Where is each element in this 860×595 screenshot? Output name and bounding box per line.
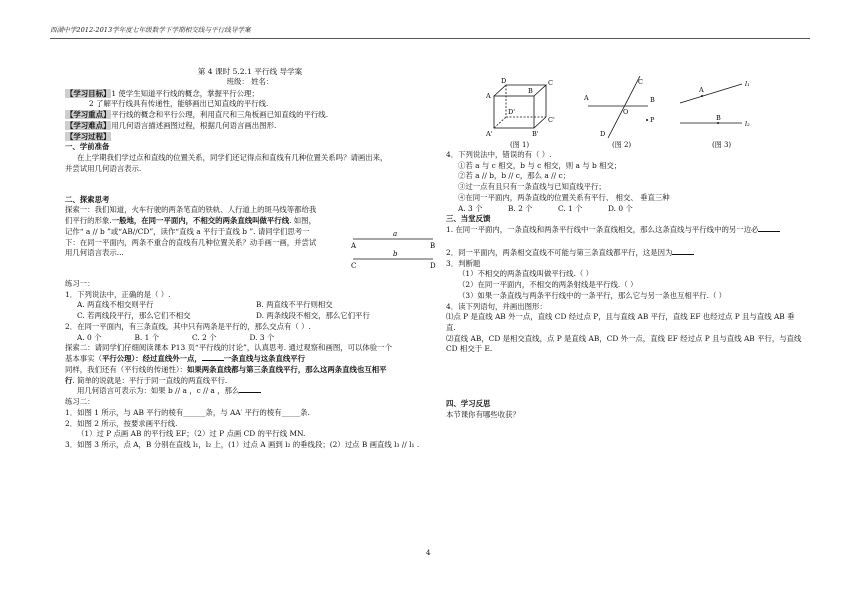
- q2-options: [65, 333, 307, 344]
- figures-row: [480, 76, 820, 150]
- blank-2: [239, 392, 261, 393]
- explore-2-line-1: 探索二：请同学们仔细阅读课本 P13 页“平行线的讨论”，认真思考. 通过观察和画图，可以体验一个: [65, 343, 392, 353]
- figure-1-caption: (图 1): [510, 141, 530, 149]
- process-tag: 【学习过程】: [66, 131, 111, 141]
- learning-goals: [65, 89, 435, 100]
- focus-text: 平行线的概念和平行公理，利用直尺和三角板画已知直线的平行线.: [111, 110, 329, 120]
- label-b: b: [393, 250, 398, 258]
- explore-2-line-4: [65, 376, 435, 387]
- section-2-title: 二、探索思考: [65, 194, 110, 204]
- option-c: C. 2 个: [192, 332, 217, 342]
- option-a: A. 3 个: [458, 203, 483, 213]
- f2-label-C: C: [638, 78, 643, 86]
- cube-label-A: A: [486, 92, 491, 100]
- blank-4: [672, 254, 694, 255]
- f3-label-l2: l₂: [745, 120, 750, 128]
- explore-1-line-2: [65, 216, 435, 227]
- label-B: B: [430, 242, 436, 250]
- exercise-1-q2: 2．在同一平面内，有三条直线，其中只有两条是平行的，那么交点有（ ）.: [65, 321, 311, 331]
- parallel-definition: 一般地，在同一平面内，不相交的两条直线叫做平行线: [111, 216, 290, 226]
- explore-2-line-3: [65, 365, 435, 376]
- option-c: C. 1 个: [558, 203, 583, 213]
- transitivity-tail: 行: [65, 375, 73, 385]
- goal-1: 1 使学生知道平行线的概念，掌握平行公理；: [111, 88, 259, 98]
- exercise-1-q1: 1．下列说法中，正确的是（ ）.: [65, 289, 171, 299]
- option-a: A. 0 个: [77, 332, 102, 342]
- running-header: 西湖中学2012-2013学年度七年级数学下学期相交线与平行线导学案: [50, 26, 810, 39]
- q1-options-row-2: [65, 311, 435, 322]
- figures-svg: [480, 76, 820, 140]
- option-c: C. 若两线段平行，那么它们不相交: [77, 311, 191, 321]
- learning-process: [65, 132, 435, 143]
- explore-2-line-2: [65, 354, 435, 365]
- cube-label-C: C: [548, 79, 553, 87]
- goal-tag: 【学习目标】: [66, 88, 111, 98]
- page-title: 第 4 课时 5.2.1 平行线 导学案: [197, 67, 303, 76]
- right-column: [446, 150, 820, 421]
- exercise-2-q2: 2．如图 2 所示，按要求画平行线.: [65, 418, 178, 428]
- parallel-axiom-tail: 一条直线与这条直线平行: [223, 354, 306, 364]
- label-A: A: [351, 242, 357, 250]
- explore-1-line-3: 记作“ a // b ”或“AB//CD”，读作“直线 a 平行于直线 b ”. 请同学们思考一: [65, 226, 310, 236]
- parallel-lines-figure: [349, 227, 439, 273]
- option-d: D. 0 个: [608, 203, 633, 213]
- f2-label-D: D: [600, 130, 606, 138]
- learning-focus: [65, 110, 435, 121]
- feedback-1-text: 1. 在同一平面内，一条直线和两条平行线中一条直线相交，那么这条直线与平行线中的另一边必: [446, 225, 759, 235]
- transitivity-summary: . 简单的说就是：平行于同一直线的两直线平行.: [72, 375, 228, 385]
- explore-2-text: 基本事实（: [65, 354, 102, 364]
- label-a: a: [393, 230, 398, 238]
- focus-tag: 【学习重点】: [66, 110, 111, 120]
- exercise-2-q3: 3．如图 3 所示，点 A，B 分别在直线 l₁，l₂ 上，(1）过点 A 画到 l₂ 的垂线段；(2）过点 B 画直线 l₃ // l₁ .: [65, 440, 420, 450]
- feedback-4: 4．读下列语句，并画出图形：: [446, 301, 547, 311]
- point-a: [701, 95, 703, 97]
- section-4-title: 四、学习反思: [446, 399, 491, 409]
- feedback-2: [446, 248, 820, 259]
- explore-2-line-5: [65, 386, 435, 397]
- statement-1: ①若 a 与 c 相交，b 与 c 相交，则 a 与 b 相交；: [458, 160, 622, 170]
- exercise-2-q1: 1．如图 1 所示，与 AB 平行的棱有______条，与 AA′ 平行的棱有_____条.: [65, 407, 310, 417]
- draw-task-1-tail: 直.: [446, 323, 456, 333]
- transitivity-text: 如果两条直线都与第三条直线平行，那么这两条直线也互相平: [186, 364, 387, 374]
- f3-label-l1: l₁: [745, 80, 750, 88]
- statement-2: ②若 a // b，b // c，那么 a // c；: [458, 171, 571, 181]
- explore-1-line-1: 探索一：我们知道，火车行驶的两条笔直的铁轨、人行道上的斑马线等都给我: [65, 205, 317, 215]
- explore-1-line-5: 用几何语言表示...: [65, 248, 124, 258]
- option-b: B. 2 个: [508, 203, 533, 213]
- explore-1-text: 们平行的形象.: [65, 216, 112, 226]
- draw-task-2: ⑵直线 AB，CD 是相交直线，点 P 是直线 AB，CD 外一点，直线 EF 经过点 P 且与直线 AB 平行，与直线: [446, 333, 802, 343]
- f3-label-B: B: [716, 114, 721, 122]
- transitivity-intro: 同样，我们还有（平行线的传递性）：: [65, 364, 187, 374]
- q1-options-row-1: [65, 300, 435, 311]
- explore-1-tail: . 如图，: [289, 216, 316, 226]
- figure-3-caption: (图 3): [712, 141, 732, 149]
- label-D: D: [430, 262, 436, 270]
- parallel-axiom-label: 平行公理: [101, 354, 132, 364]
- figure-2-caption: (图 2): [612, 141, 632, 149]
- section-1-text: 在上学期我们学过点和直线的位置关系，同学们还记得点和直线有几种位置关系吗？请画出来，: [77, 153, 388, 163]
- learning-difficulty: [65, 121, 435, 132]
- feedback-3: 3．判断题: [446, 258, 481, 268]
- section-1-text-2: 并尝试用几何语言表示.: [65, 163, 142, 173]
- point-p: [646, 119, 648, 121]
- section-1-title: 一、学前准备: [65, 142, 110, 152]
- q4-options: [446, 204, 658, 215]
- option-d: D. 两条线段不相交，那么它们平行: [256, 311, 370, 321]
- page-number: 4: [426, 549, 431, 557]
- draw-task-2-tail: CD 相交于 E.: [446, 344, 493, 354]
- difficulty-tag: 【学习难点】: [66, 120, 111, 130]
- goal-2: 2 了解平行线具有传递性，能够画出已知直线的平行线.: [89, 99, 269, 109]
- judge-3: （3）如果一条直线与两条平行线中的一条平行，那么它与另一条也互相平行.（ ）: [458, 290, 727, 300]
- option-d: D. 3 个: [249, 332, 275, 342]
- cube-label-D1: D': [508, 108, 515, 116]
- point-b: [717, 122, 719, 124]
- f2-label-P: P: [650, 116, 655, 124]
- cube-figure: [494, 85, 546, 128]
- draw-task-1: ⑴点 P 是直线 AB 外一点，直线 CD 经过点 P，且与直线 AB 平行，直线 EF 也经过点 P 且与直线 AB 垂: [446, 312, 795, 322]
- f2-label-O: O: [623, 108, 629, 116]
- judge-1: （1）不相交的两条直线叫做平行线.（ ）: [458, 269, 594, 279]
- statement-4: ④在同一平面内，两条直线的位置关系有平行、 相交、 垂直三种: [458, 192, 670, 202]
- class-name-line: 班级： 姓名：: [226, 77, 274, 86]
- difficulty-text: 用几何语言描述画图过程，根据几何语言画出图形.: [111, 120, 277, 130]
- cube-label-A1: A': [486, 130, 493, 138]
- option-a: A. 两直线不相交则平行: [77, 300, 154, 310]
- blank-3: [758, 231, 780, 232]
- reflection-question: 本节课你有哪些收获？: [446, 409, 520, 419]
- cube-label-C1: C': [548, 116, 555, 124]
- two-lines-figure: [680, 84, 742, 123]
- f2-label-A: A: [584, 94, 589, 102]
- option-b: B. 两直线不平行则相交: [256, 300, 333, 310]
- f2-label-B: B: [650, 96, 655, 104]
- label-C: C: [351, 262, 357, 270]
- f3-label-A: A: [699, 86, 704, 94]
- geometry-language: 用几何语言可表示为：如果 b // a ，c // a ，那么: [77, 386, 240, 396]
- statement-3: ③过一点有且只有一条直线与已知直线平行；: [458, 182, 606, 192]
- cube-label-D: D: [501, 77, 507, 85]
- cube-label-B1: B': [532, 130, 539, 138]
- exercise-2-q4: 4．下列说法中，错误的有（ ）.: [446, 150, 552, 159]
- explore-1-line-4: 下：在同一平面内，两条不重合的直线有几种位置关系？动手画一画，并尝试: [65, 237, 317, 247]
- exercise-2-q2-sub: （1）过 P 点画 AB 的平行线 EF；（2）过 P 点画 CD 的平行线 MN.: [77, 429, 306, 439]
- parallel-axiom-text: ）：经过直线外一点，: [131, 354, 202, 364]
- exercise-1-title: 练习一：: [65, 279, 95, 289]
- option-b: B. 1 个: [134, 332, 160, 342]
- cube-label-B: B: [528, 87, 533, 95]
- section-3-title: 三、当堂反馈: [446, 214, 491, 224]
- judge-2: （2）在同一平面内，不相交的两条射线是平行线.（ ）: [458, 280, 638, 290]
- exercise-2-title: 练习二：: [65, 397, 95, 407]
- feedback-2-text: 2．同一平面内，两条相交直线不可能与第三条直线都平行，这是因为: [446, 247, 673, 257]
- feedback-1: [446, 225, 820, 236]
- blank-1: [202, 360, 224, 361]
